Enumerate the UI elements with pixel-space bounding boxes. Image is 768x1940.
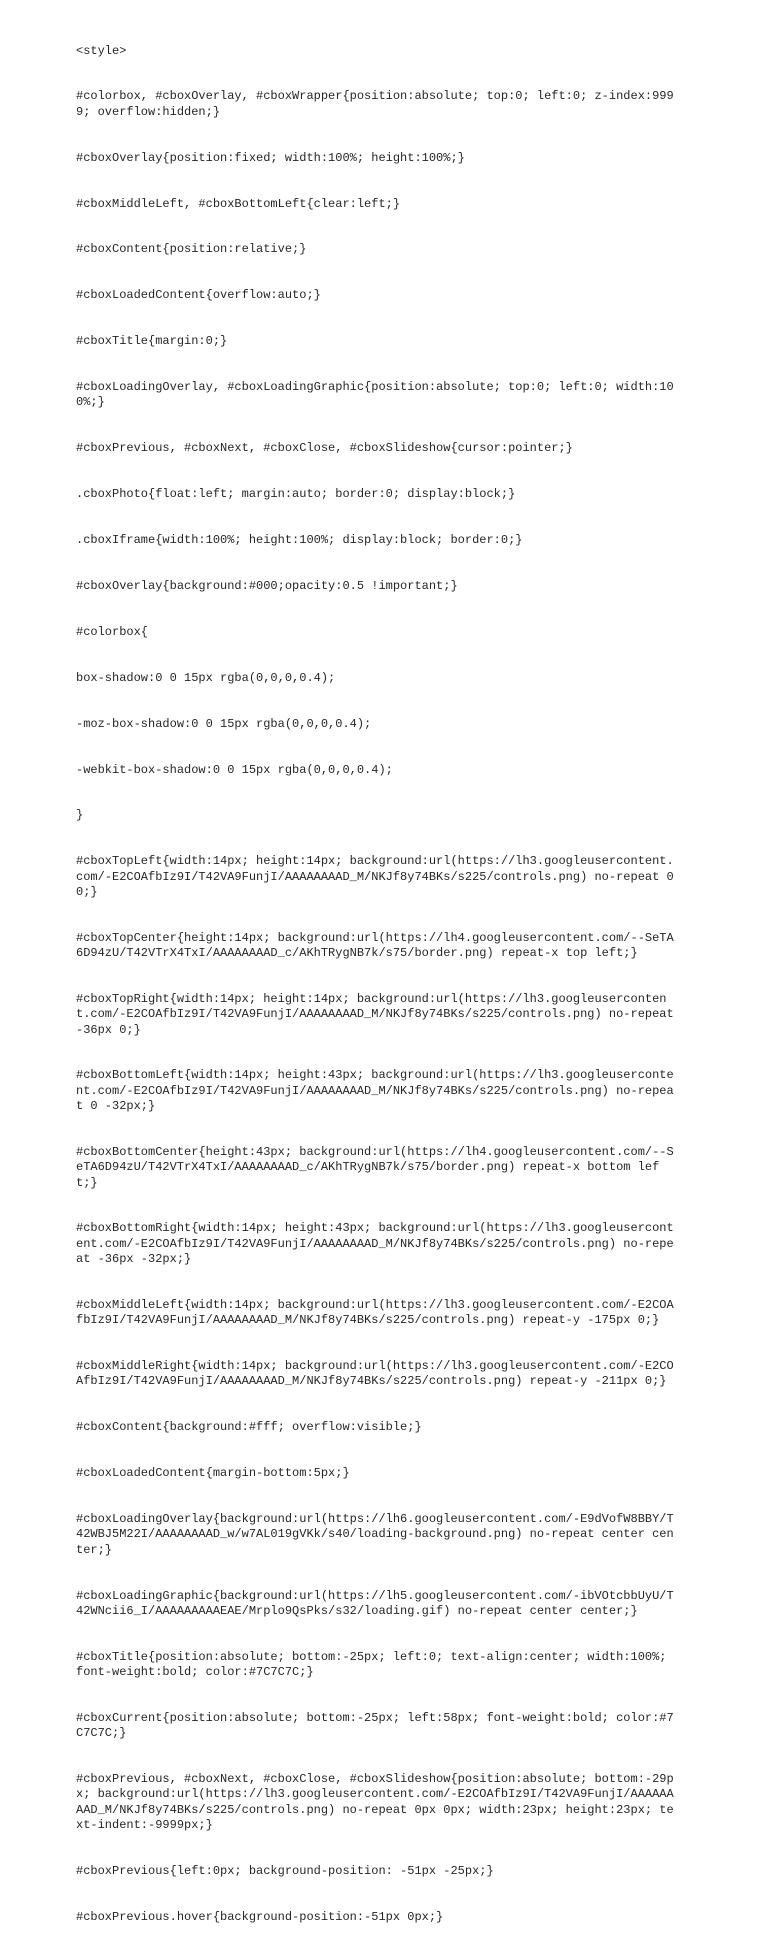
- code-line: #cboxBottomCenter{height:43px; background:url(https://lh4.googleusercontent.com/--SeTA6D94zU/T42VTrX4TxI/AAAAAAAAD_c/AKhTRygNB7k/s75/border.png) repeat-x bottom left;}: [76, 1144, 674, 1190]
- code-line: #cboxLoadingOverlay, #cboxLoadingGraphic{position:absolute; top:0; left:0; width:100%;}: [76, 380, 674, 410]
- code-line: #colorbox{: [76, 624, 149, 639]
- code-line: #cboxContent{background:#fff; overflow:visible;}: [76, 1420, 422, 1435]
- code-line: #cboxTopRight{width:14px; height:14px; background:url(https://lh3.googleusercontent.com/-E2COAfbIz9I/T42VA9FunjI/AAAAAAAAD_M/NKJf8y74BKs/s225/controls.png) no-repeat -36px 0;}: [76, 992, 681, 1037]
- code-line: #cboxMiddleLeft{width:14px; background:url(https://lh3.googleusercontent.com/-E2COAfbIz9I/T42VA9FunjI/AAAAAAAAD_M/NKJf8y74BKs/s225/controls.png) repeat-y -175px 0;}: [76, 1297, 674, 1328]
- code-line: .cboxIframe{width:100%; height:100%; display:block; border:0;}: [76, 533, 523, 548]
- code-line: #cboxTitle{position:absolute; bottom:-25px; left:0; text-align:center; width:100%; font-weight:bold; color:#7C7C7C;}: [76, 1649, 674, 1680]
- source-code-view: [76, 13, 681, 1940]
- code-line: #cboxTopLeft{width:14px; height:14px; background:url(https://lh3.googleusercontent.com/-E2COAfbIz9I/T42VA9FunjI/AAAAAAAAD_M/NKJf8y74BKs/s225/controls.png) no-repeat 0 0;}: [76, 854, 681, 899]
- code-line: #cboxContent{position:relative;}: [76, 242, 307, 257]
- code-line: -moz-box-shadow:0 0 15px rgba(0,0,0,0.4);: [76, 716, 372, 731]
- code-line: #cboxPrevious.hover{background-position:-51px 0px;}: [76, 1909, 444, 1924]
- code-line: #cboxLoadingGraphic{background:url(https://lh5.googleusercontent.com/-ibVOtcbbUyU/T42WNcii6_I/AAAAAAAAAEAE/Mrplo9QsPks/s32/loading.gif) no-repeat center center;}: [76, 1588, 674, 1618]
- code-line: #cboxMiddleRight{width:14px; background:url(https://lh3.googleusercontent.com/-E2COAfbIz9I/T42VA9FunjI/AAAAAAAAD_M/NKJf8y74BKs/s225/controls.png) repeat-y -211px 0;}: [76, 1359, 674, 1389]
- code-line: #colorbox, #cboxOverlay, #cboxWrapper{position:absolute; top:0; left:0; z-index:9999; overflow:hidden;}: [76, 89, 674, 119]
- code-line: #cboxOverlay{background:#000;opacity:0.5 !important;}: [76, 578, 458, 593]
- code-line: #cboxTopCenter{height:14px; background:url(https://lh4.googleusercontent.com/--SeTA6D94zU/T42VTrX4TxI/AAAAAAAAD_c/AKhTRygNB7k/s75/border.png) repeat-x top left;}: [76, 930, 674, 961]
- code-line: #cboxBottomLeft{width:14px; height:43px; background:url(https://lh3.googleusercontent.com/-E2COAfbIz9I/T42VA9FunjI/AAAAAAAAD_M/NKJf8y74BKs/s225/controls.png) no-repeat 0 -32px;}: [76, 1068, 674, 1114]
- code-line: -webkit-box-shadow:0 0 15px rgba(0,0,0,0.4);: [76, 762, 393, 777]
- code-line: #cboxPrevious, #cboxNext, #cboxClose, #cboxSlideshow{position:absolute; bottom:-29px; background:url(https://lh3.googleusercontent.com/-E2COAfbIz9I/T42VA9FunjI/AAAAAAAAD_M/NKJf8y74BKs/s225/controls.png) no-repeat 0px 0px; width:23px; height:23px; text-indent:-9999px;}: [76, 1772, 674, 1833]
- code-line: #cboxTitle{margin:0;}: [76, 334, 228, 349]
- code-line: box-shadow:0 0 15px rgba(0,0,0,0.4);: [76, 670, 336, 685]
- code-line: #cboxLoadedContent{margin-bottom:5px;}: [76, 1466, 350, 1481]
- code-line: #cboxLoadingOverlay{background:url(https://lh6.googleusercontent.com/-E9dVofW8BBY/T42WBJ5M22I/AAAAAAAAD_w/w7AL019gVKk/s40/loading-background.png) no-repeat center center;}: [76, 1512, 674, 1557]
- code-line: #cboxMiddleLeft, #cboxBottomLeft{clear:left;}: [76, 196, 401, 211]
- code-line: <style>: [76, 43, 127, 58]
- code-line: }: [76, 808, 84, 823]
- code-line: #cboxBottomRight{width:14px; height:43px; background:url(https://lh3.googleusercontent.com/-E2COAfbIz9I/T42VA9FunjI/AAAAAAAAD_M/NKJf8y74BKs/s225/controls.png) no-repeat -36px -32px;}: [76, 1221, 674, 1267]
- code-line: #cboxLoadedContent{overflow:auto;}: [76, 288, 321, 303]
- code-line: #cboxPrevious, #cboxNext, #cboxClose, #cboxSlideshow{cursor:pointer;}: [76, 441, 573, 456]
- code-line: #cboxOverlay{position:fixed; width:100%; height:100%;}: [76, 150, 465, 165]
- code-line: #cboxCurrent{position:absolute; bottom:-25px; left:58px; font-weight:bold; color:#7C7C7C;}: [76, 1710, 674, 1741]
- code-line: .cboxPhoto{float:left; margin:auto; border:0; display:block;}: [76, 487, 516, 502]
- code-line: #cboxPrevious{left:0px; background-position: -51px -25px;}: [76, 1863, 494, 1878]
